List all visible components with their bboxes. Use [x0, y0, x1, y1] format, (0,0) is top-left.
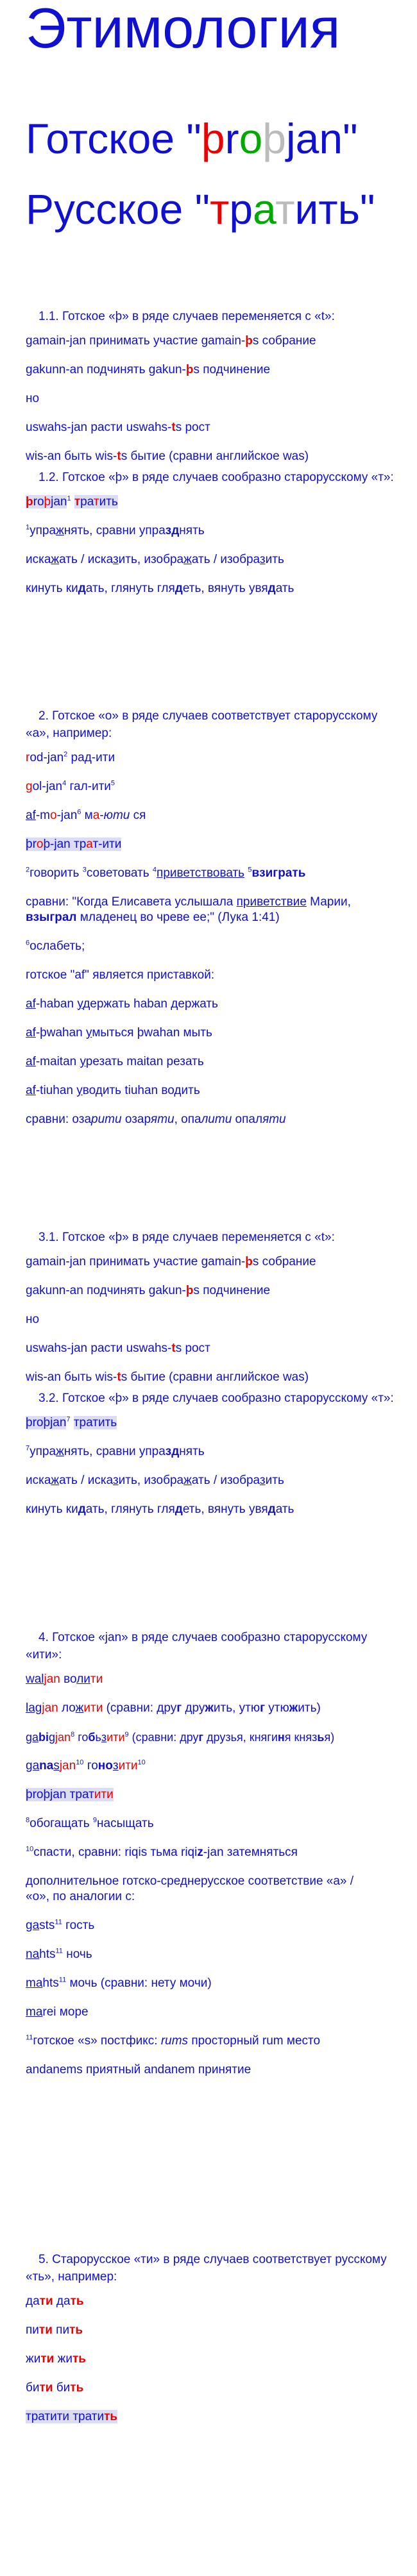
example-line: þroþjan$^1$ тратить	[26, 494, 118, 509]
example-line: þroþjan$^7$ тратить	[26, 1415, 117, 1429]
gothic-word-title: Готское "þroþjan"	[26, 115, 358, 162]
example-line: nahts$^{11}$ ночь	[26, 1947, 92, 1961]
example-line: af-þwahan умыться þwahan мыть	[26, 1026, 212, 1040]
example-line: þroþjan тратити	[26, 1788, 114, 1801]
example-line: mahts$^{11}$ мочь (сравни: нету мочи)	[26, 1976, 212, 1990]
example-line: кинуть кидать, глянуть глядеть, вянуть увядать	[26, 582, 294, 595]
example-line: но	[26, 1313, 40, 1326]
example-line: uswahs-jan расти uswahs-ts рост	[26, 1342, 210, 1355]
example-line: af-maitan урезать maitan резать	[26, 1055, 204, 1068]
footnote-line: $^8$обогащать $^9$насыщать	[26, 1816, 154, 1830]
example-line: gasts$^{11}$ гость	[26, 1918, 95, 1932]
section-2	[26, 707, 398, 1141]
section-1	[26, 308, 398, 610]
section-heading: 2. Готское «o» в ряде случаев соответствует старорусскому «а», например:	[26, 709, 378, 740]
example-line: gamain-jan принимать участие gamain-þs собрание	[26, 334, 316, 348]
example-line: сравни: озарити озаряти, опалити опаляти	[26, 1113, 286, 1126]
example-line: ganasjan$^{10}$ гонозити$^{10}$	[26, 1758, 146, 1772]
section-5	[26, 2251, 398, 2438]
note-line: дополнительное готско-среднерусское соответствие «а» / «о», по аналогии с:	[26, 1874, 354, 1903]
footnote-line: $^{11}$готское «s» постфикс: rums просторный rum место	[26, 2033, 321, 2048]
example-line: искажать / исказить, изображать / изобразить	[26, 1474, 284, 1487]
quote-line: сравни: "Когда Елисавета услышала приветствие Марии, взыграл младенец во чреве ее;" (Лука 1:41)	[26, 895, 351, 924]
section-heading: 5. Старорусское «ти» в ряде случаев соответствует русскому «ть», например:	[26, 2253, 387, 2284]
footnote-line: $^{10}$спасти, сравни: riqis тьма riqiz-jan затемняться	[26, 1845, 298, 1859]
example-line: искажать / исказить, изображать / изобразить	[26, 553, 284, 566]
section-3	[26, 1229, 398, 1531]
page-title: Этимология	[26, 0, 341, 60]
section-heading: 3.1. Готское «þ» в ряде случаев переменяется с «t»:	[38, 1231, 335, 1244]
footnote-line: $^1$упражнять, сравни упразднять	[26, 523, 205, 537]
example-line: готское "af" является приставкой:	[26, 968, 215, 982]
example-line: uswahs-jan расти uswahs-ts рост	[26, 421, 210, 434]
example-line: wis-an быть wis-ts бытие (сравни английское was)	[26, 1370, 309, 1384]
section-heading: 1.1. Готское «þ» в ряде случаев переменяется с «t»:	[38, 310, 335, 323]
section-heading: 1.2. Готское «þ» в ряде случаев сообразно старорусскому «т»:	[38, 471, 394, 484]
example-line: бити бить	[26, 2381, 84, 2395]
example-line: пити пить	[26, 2323, 83, 2337]
section-heading: 4. Готское «jan» в ряде случаев сообразно старорусскому «ити»:	[26, 1631, 368, 1662]
example-line: wis-an быть wis-ts бытие (сравни английское was)	[26, 450, 309, 463]
section-4	[26, 1629, 398, 2091]
example-line: af-mo-jan$^6$ ма-юти ся	[26, 808, 146, 822]
footnote-line: $^2$говорить $^3$советовать $^4$приветствовать $^5$взиграть	[26, 866, 306, 880]
example-line: af-tiuhan уводить tiuhan водить	[26, 1084, 200, 1097]
example-line: marei море	[26, 2005, 89, 2019]
example-line: waljan волити	[26, 1672, 103, 1686]
example-line: rod-jan$^2$ рад-ити	[26, 750, 115, 764]
example-line: тратити тратить	[26, 2410, 118, 2423]
footnote-line: $^6$ослабеть;	[26, 939, 85, 953]
example-line: кинуть кидать, глянуть глядеть, вянуть увядать	[26, 1503, 294, 1516]
example-line: lagjan ложити (сравни: друг дружить, утюг утюжить)	[26, 1701, 321, 1715]
footnote-line: $^7$упражнять, сравни упразднять	[26, 1444, 205, 1458]
example-line: gakunn-an подчинять gakun-þs подчинение	[26, 363, 271, 376]
example-line: af-haban удержать haban держать	[26, 997, 218, 1011]
example-line: þroþ-jan трат-ити	[26, 838, 122, 851]
russian-word-title: Русское "тратить"	[26, 185, 375, 233]
example-line: gol-jan$^4$ гал-ити$^5$	[26, 779, 115, 793]
example-line: жити жить	[26, 2352, 86, 2366]
example-line: andanems приятный andanem принятие	[26, 2063, 251, 2076]
example-line: gakunn-an подчинять gakun-þs подчинение	[26, 1284, 271, 1297]
example-line: дати дать	[26, 2294, 84, 2308]
section-heading: 3.2. Готское «þ» в ряде случаев сообразно старорусскому «т»:	[38, 1392, 394, 1405]
example-line: но	[26, 392, 40, 405]
example-line: gabigjan$^8$ гобьзити$^9$ (сравни: друг друзья, княгиня князья)	[26, 1731, 335, 1744]
example-line: gamain-jan принимать участие gamain-þs собрание	[26, 1255, 316, 1268]
